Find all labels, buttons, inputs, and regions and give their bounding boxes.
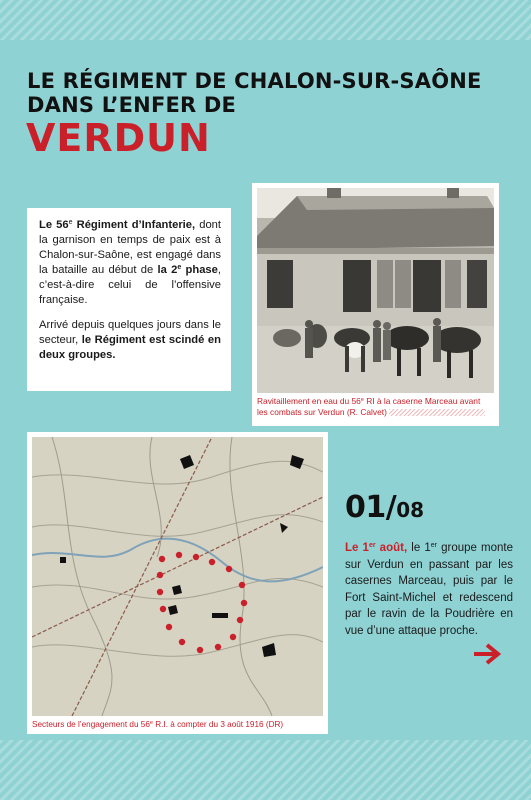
historical-photo-frame: [252, 183, 499, 426]
map-caption: [32, 716, 323, 730]
entry-text: [345, 540, 513, 639]
photo-caption-text: Ravitaillement en eau du 56: [257, 396, 361, 406]
map-caption-sup: e: [149, 720, 153, 726]
intro-paragraph-1: [39, 218, 221, 308]
entry-date-month: 08: [396, 498, 425, 522]
intro-paragraph-2: [39, 318, 221, 363]
caption-hatch-decoration: [389, 409, 485, 416]
entry-date-day: 01/: [345, 490, 397, 525]
photo-caption-sup: e: [360, 397, 364, 403]
historical-photo: [257, 188, 494, 393]
page-title-line-2: DANS L’ENFER DE: [27, 93, 237, 117]
entry-body-sup: er: [430, 542, 437, 549]
intro-text: , c’est-à-dire celui de l’offensive française.: [39, 264, 221, 306]
intro-text: dont la garnison en temps de paix est à Chalon-sur-Saône, est engagé dans la bataille au début de: [39, 219, 221, 276]
intro-bold: phase: [181, 264, 218, 276]
entry-lead-text: août,: [375, 542, 408, 554]
map-caption-text: Secteurs de l’engagement du 56: [32, 720, 150, 729]
arrow-right-icon[interactable]: [472, 643, 502, 665]
intro-sup: e: [68, 219, 73, 226]
photo-caption-text: les combats sur Verdun (R. Calvet): [257, 407, 387, 417]
intro-bold: la 2: [157, 264, 178, 276]
intro-bold: Régiment d’Infanterie,: [72, 219, 196, 231]
intro-text: Arrivé depuis quelques jours dans le secteur,: [39, 319, 221, 346]
entry-lead-sup: er: [368, 542, 376, 549]
entry-lead-text: Le 1: [345, 542, 369, 554]
intro-sup: e: [177, 264, 182, 271]
photo-caption-text: RI à la caserne Marceau avant: [363, 396, 481, 406]
bottom-stripes: [0, 740, 531, 800]
top-stripes: [0, 0, 531, 40]
entry-body-text: groupe monte sur Verdun en passant par les casernes Marceau, puis par le Fort Saint-Michel et redescend par le ravin de la Poudrière en vue d’une attaque proche.: [345, 542, 513, 637]
entry-lead: [345, 542, 407, 554]
intro-bold: Le 56: [39, 219, 69, 231]
page-title-highlight: VERDUN: [26, 116, 211, 160]
sector-map-frame: [27, 432, 328, 734]
sector-map: [32, 437, 323, 716]
entry-body-text: le 1: [407, 542, 431, 554]
photo-caption: [257, 393, 494, 418]
entry-date: [345, 490, 424, 525]
intro-bold: le Régiment est scindé en deux groupes.: [39, 334, 221, 361]
map-caption-text: R.I. à compter du 3 août 1916 (DR): [152, 720, 284, 729]
intro-text-box: [27, 208, 231, 391]
page-title-line-1: LE RÉGIMENT DE CHALON-SUR-SAÔNE: [27, 69, 482, 93]
